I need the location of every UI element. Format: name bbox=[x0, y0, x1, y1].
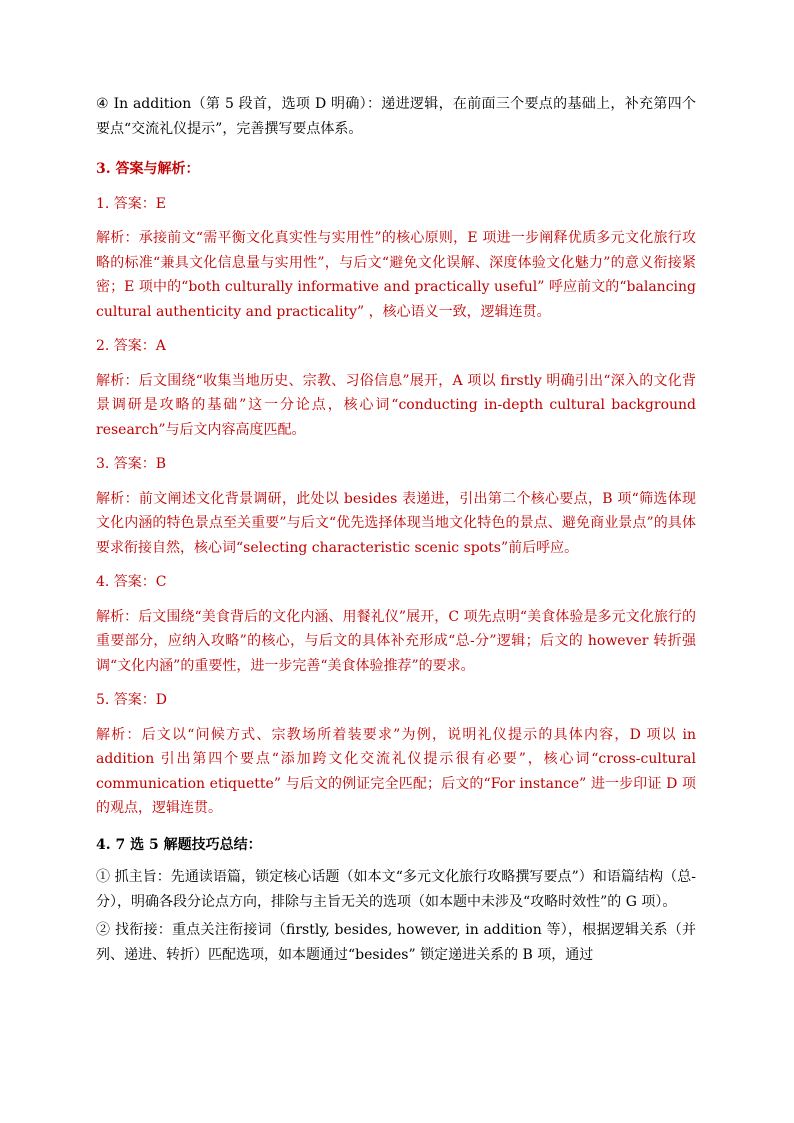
answer-block-2 bbox=[96, 334, 696, 442]
explanation-paragraph: 解析：后文以“问候方式、宗教场所着装要求”为例，说明礼仪提示的具体内容，D 项以 in addition 引出第四个要点“添加跨文化交流礼仪提示很有必要”，核心词“cross-cultural communication etiquette” 与后文的例证完全匹配；后文的“For instance” 进一步印证 D 项的观点，逻辑连贯。 bbox=[96, 726, 696, 816]
answer-block-5 bbox=[96, 688, 696, 821]
answer-block-1 bbox=[96, 192, 696, 325]
answer-block-3 bbox=[96, 452, 696, 560]
document-body bbox=[96, 92, 696, 967]
explanation-paragraph: 解析：后文围绕“美食背后的文化内涵、用餐礼仪”展开，C 项先点明“美食体验是多元文化旅行的重要部分，应纳入攻略”的核心，与后文的具体补充形成“总-分”逻辑；后文的 however 转折强调“文化内涵”的重要性，进一步完善“美食体验推荐”的要求。 bbox=[96, 608, 696, 674]
explanation-paragraph: 解析：后文围绕“收集当地历史、宗教、习俗信息”展开，A 项以 firstly 明确引出“深入的文化背景调研是攻略的基础”这一分论点，核心词“conducting in-depth cultural background research”与后文内容高度匹配。 bbox=[96, 372, 696, 438]
answer-line: 1. 答案：E bbox=[96, 195, 167, 212]
answer-line: 4. 答案：C bbox=[96, 574, 167, 590]
answer-line: 5. 答案：D bbox=[96, 692, 168, 708]
tip-paragraph-1: ① 抓主旨：先通读语篇，锁定核心话题（如本文“多元文化旅行攻略撰写要点”）和语篇结构（总-分），明确各段分论点方向，排除与主旨无关的选项（如本题中未涉及“攻略时效性”的 G 项）。 bbox=[96, 869, 696, 910]
section-4-heading: 4. 7 选 5 解题技巧总结： bbox=[96, 836, 262, 853]
explanation-paragraph: 解析：承接前文“需平衡文化真实性与实用性”的核心原则，E 项进一步阐释优质多元文化旅行攻略的标准“兼具文化信息量与实用性”，与后文“避免文化误解、深度体验文化魅力”的意义衔接紧密；E 项中的“both culturally informative and practically useful” 呼应前文的“balancing cultural authenticity and practicality” ，核心语义一致，逻辑连贯。 bbox=[96, 230, 696, 320]
answer-block-4 bbox=[96, 570, 696, 678]
section-3-heading: 3. 答案与解析： bbox=[96, 161, 200, 177]
intro-paragraph: ④ In addition（第 5 段首，选项 D 明确）：递进逻辑，在前面三个要点的基础上，补充第四个要点“交流礼仪提示”，完善撰写要点体系。 bbox=[96, 96, 696, 137]
answer-line: 3. 答案：B bbox=[96, 456, 167, 472]
answer-line: 2. 答案：A bbox=[96, 338, 166, 354]
tip-paragraph-2: ② 找衔接：重点关注衔接词（firstly, besides, however, in addition 等），根据逻辑关系（并列、递进、转折）匹配选项，如本题通过“besides” 锁定递进关系的 B 项，通过 bbox=[96, 922, 696, 963]
explanation-paragraph: 解析：前文阐述文化背景调研，此处以 besides 表递进，引出第二个核心要点，B 项“筛选体现文化内涵的特色景点至关重要”与后文“优先选择体现当地文化特色的景点、避免商业景点”的具体要求衔接自然，核心词“selecting characteristic scenic spots”前后呼应。 bbox=[96, 490, 696, 556]
